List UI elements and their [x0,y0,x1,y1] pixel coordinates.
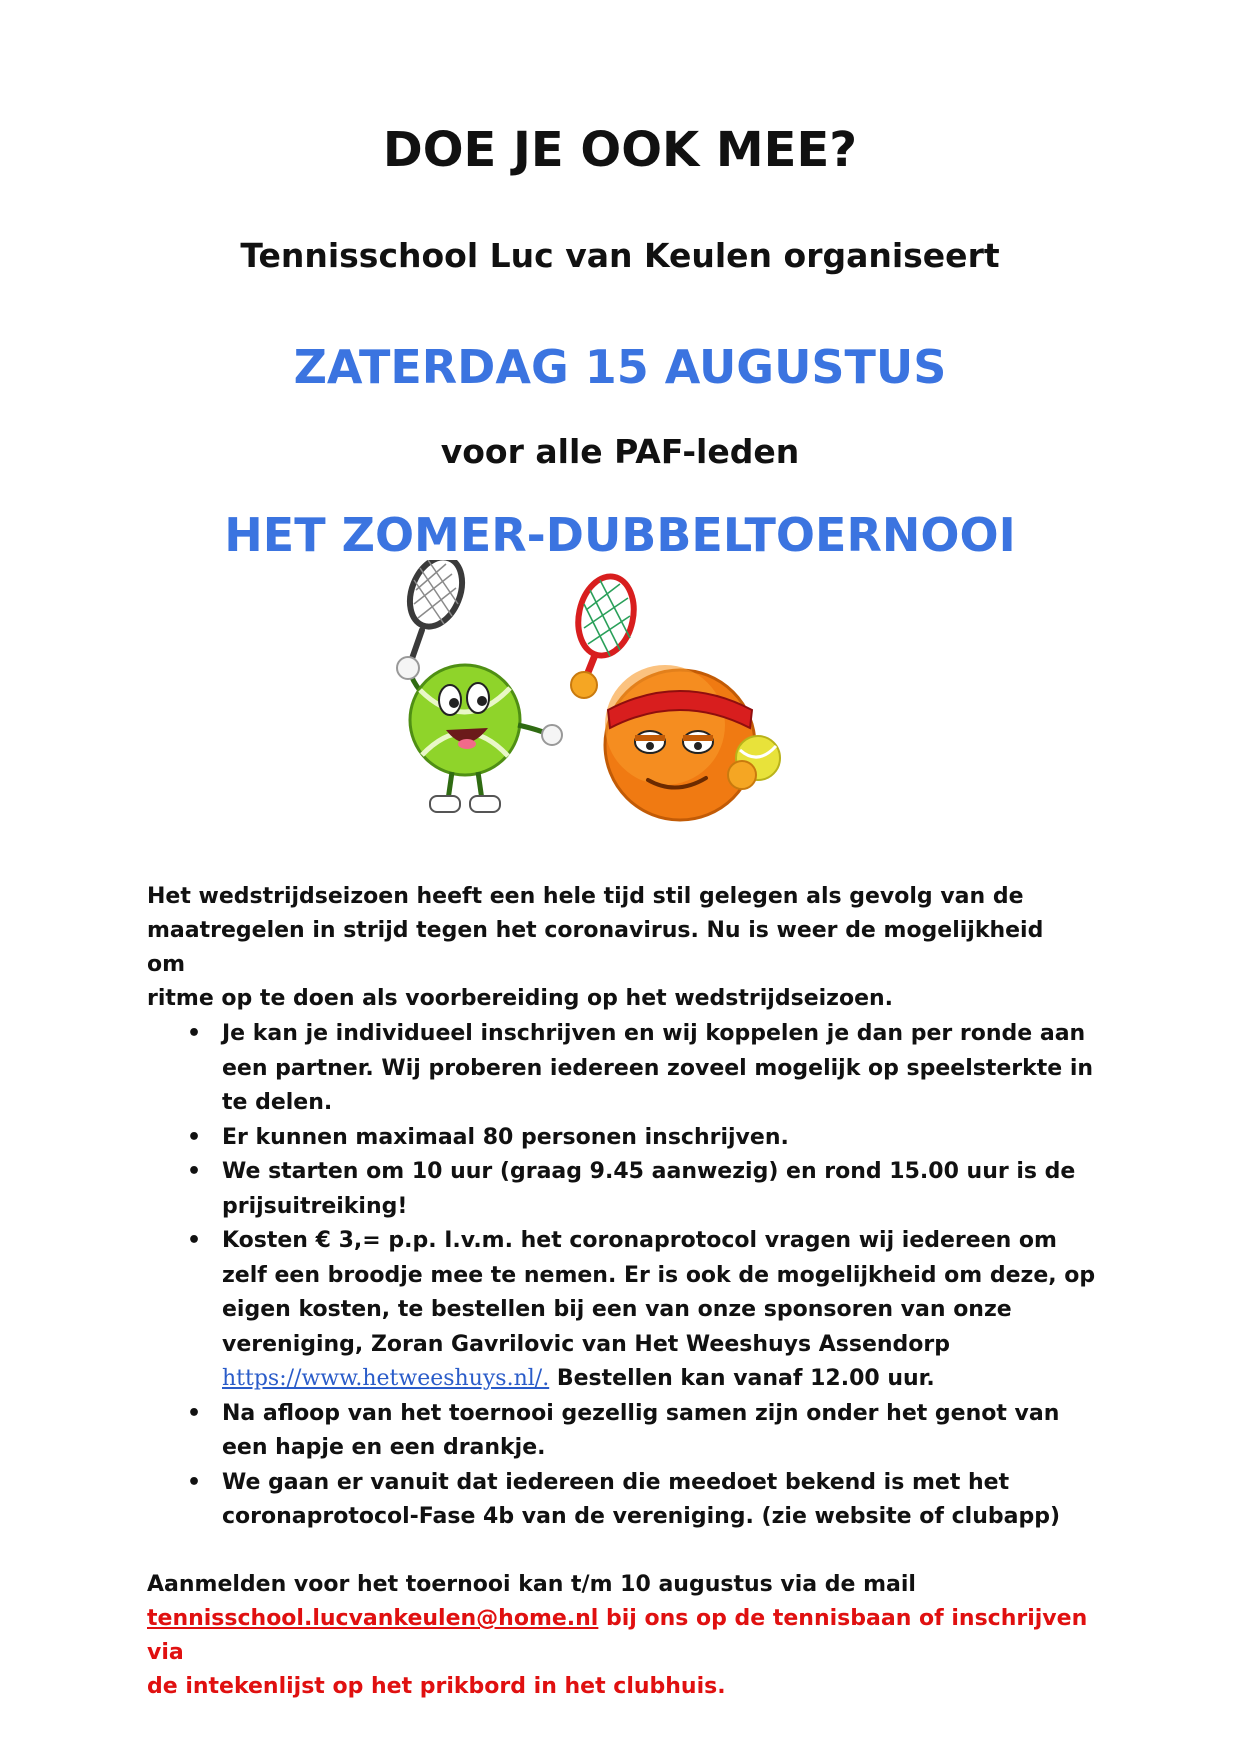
bullet-line: zelf een broodje mee te nemen. Er is ook de mogelijkheid om deze, op [222,1262,1096,1288]
bullet-line-with-link [222,1362,1097,1397]
bullet-line: We starten om 10 uur (graag 9.45 aanwezig) en rond 15.00 uur is de [222,1159,1076,1184]
signup-paragraph [147,1568,1107,1704]
bullet-line: te delen. [222,1090,333,1115]
bullet-line: een hapje en een drankje. [222,1435,546,1460]
page-title: DOE JE OOK MEE? [382,122,858,178]
bullet-item-max-players [147,1121,1097,1156]
signup-line-email [147,1602,1107,1670]
bullet-icon: • [187,1400,202,1426]
orange-smiley-tennis-player-icon [571,571,780,820]
bullet-line: We gaan er vanuit dat iedereen die meedoet bekend is met het [222,1469,1010,1495]
info-bullet-list [147,1017,1097,1535]
bullet-item-registration [147,1017,1097,1121]
tennis-ball-character-icon [397,560,562,812]
event-name: HET ZOMER-DUBBELTOERNOOI [224,508,1016,562]
signup-line: de intekenlijst op het prikbord in het clubhuis. [147,1674,726,1699]
signup-line-rest: bij ons op de tennisbaan of inschrijven via [147,1606,1088,1665]
audience-line: voor alle PAF-leden [440,432,800,471]
order-time-text: Bestellen kan vanaf 12.00 uur. [549,1366,935,1391]
bullet-icon: • [187,1021,202,1046]
bullet-item-costs [147,1224,1097,1397]
event-date: ZATERDAG 15 AUGUSTUS [293,340,947,394]
bullet-icon: • [187,1469,202,1495]
bullet-line: vereniging, Zoran Gavrilovic van Het Weeshuys Assendorp [222,1331,951,1357]
bullet-line: prijsuitreiking! [222,1193,408,1219]
organizer-line: Tennisschool Luc van Keulen organiseert [240,236,1000,275]
tennis-illustration [380,560,830,840]
intro-line: maatregelen in strijd tegen het coronavirus. Nu is weer de mogelijkheid om [147,918,1044,977]
signup-email-link[interactable]: tennisschool.lucvankeulen@home.nl [147,1606,599,1631]
bullet-icon: • [187,1124,202,1150]
intro-paragraph [147,880,1087,1016]
bullet-icon: • [187,1228,202,1253]
bullet-item-corona-protocol [147,1466,1097,1535]
bullet-item-afterparty [147,1397,1097,1466]
intro-line: Het wedstrijdseizoen heeft een hele tijd stil gelegen als gevolg van de [147,884,1024,909]
bullet-item-schedule [147,1155,1097,1224]
bullet-line: coronaprotocol-Fase 4b van de vereniging. (zie website of clubapp) [222,1504,1060,1529]
bullet-line: eigen kosten, te bestellen bij een van onze sponsoren van onze [222,1297,1012,1322]
sponsor-website-link[interactable]: https://www.hetweeshuys.nl/. [222,1366,550,1391]
bullet-icon: • [187,1159,202,1184]
bullet-line: een partner. Wij proberen iedereen zoveel mogelijk op speelsterkte in [222,1055,1094,1081]
bullet-line: Na afloop van het toernooi gezellig samen zijn onder het genot van [222,1400,1060,1426]
bullet-line: Er kunnen maximaal 80 personen inschrijven. [222,1124,789,1150]
intro-line: ritme op te doen als voorbereiding op het wedstrijdseizoen. [147,986,894,1011]
bullet-line: Je kan je individueel inschrijven en wij koppelen je dan per ronde aan [222,1021,1086,1046]
bullet-line: Kosten € 3,= p.p. I.v.m. het coronaprotocol vragen wij iedereen om [222,1228,1057,1253]
signup-line: Aanmelden voor het toernooi kan t/m 10 augustus via de mail [147,1572,916,1597]
